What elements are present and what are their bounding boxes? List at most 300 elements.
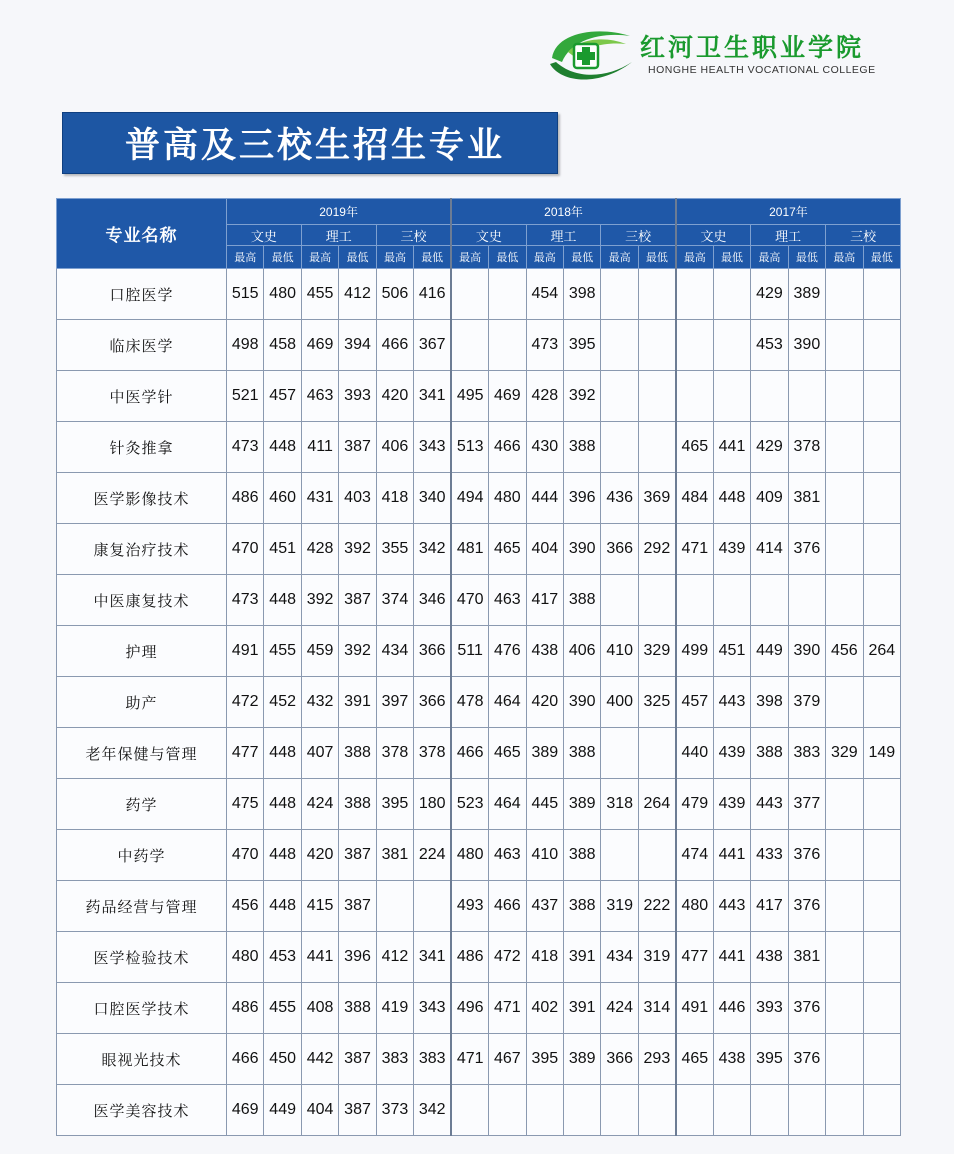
score-cell: 388 xyxy=(564,728,601,779)
score-cell: 264 xyxy=(638,779,675,830)
score-cell: 463 xyxy=(301,371,338,422)
score-cell: 391 xyxy=(564,932,601,983)
table-row xyxy=(57,473,901,524)
category-header: 理工 xyxy=(526,225,601,246)
table-row xyxy=(57,575,901,626)
score-cell: 498 xyxy=(227,320,264,371)
score-cell: 496 xyxy=(451,983,488,1034)
score-cell: 449 xyxy=(264,1085,301,1136)
major-name: 中药学 xyxy=(57,830,227,881)
score-cell: 476 xyxy=(489,626,526,677)
score-cell: 389 xyxy=(788,269,825,320)
highest-score-header: 最高 xyxy=(751,246,788,269)
score-cell: 465 xyxy=(676,1034,713,1085)
table-row xyxy=(57,677,901,728)
score-cell xyxy=(601,422,638,473)
score-cell xyxy=(601,1085,638,1136)
score-cell xyxy=(601,320,638,371)
score-cell: 387 xyxy=(339,830,376,881)
score-cell: 408 xyxy=(301,983,338,1034)
score-cell: 395 xyxy=(751,1034,788,1085)
score-cell: 374 xyxy=(376,575,413,626)
score-cell: 463 xyxy=(489,830,526,881)
score-cell xyxy=(451,320,488,371)
score-cell: 402 xyxy=(526,983,563,1034)
score-cell xyxy=(601,269,638,320)
highest-score-header: 最高 xyxy=(376,246,413,269)
major-name: 临床医学 xyxy=(57,320,227,371)
score-cell: 396 xyxy=(339,932,376,983)
score-cell: 404 xyxy=(301,1085,338,1136)
score-cell: 439 xyxy=(713,728,750,779)
score-cell xyxy=(826,983,863,1034)
year-header: 2018年 xyxy=(451,199,676,225)
score-cell: 448 xyxy=(264,422,301,473)
score-cell: 473 xyxy=(526,320,563,371)
score-cell: 420 xyxy=(526,677,563,728)
score-cell: 388 xyxy=(339,728,376,779)
score-cell: 480 xyxy=(227,932,264,983)
score-cell: 415 xyxy=(301,881,338,932)
score-cell xyxy=(414,881,452,932)
score-cell xyxy=(788,371,825,422)
score-cell xyxy=(826,1085,863,1136)
score-cell xyxy=(863,779,901,830)
year-header: 2017年 xyxy=(676,199,901,225)
score-cell: 376 xyxy=(788,524,825,575)
score-cell: 376 xyxy=(788,1034,825,1085)
score-cell xyxy=(826,830,863,881)
score-cell: 446 xyxy=(713,983,750,1034)
score-cell: 448 xyxy=(264,779,301,830)
score-cell: 378 xyxy=(414,728,452,779)
score-cell: 499 xyxy=(676,626,713,677)
score-cell: 416 xyxy=(414,269,452,320)
major-name: 中医康复技术 xyxy=(57,575,227,626)
score-cell: 454 xyxy=(526,269,563,320)
table-row xyxy=(57,728,901,779)
score-cell: 396 xyxy=(564,473,601,524)
table-row xyxy=(57,626,901,677)
admission-scores-table xyxy=(56,198,901,1136)
highest-score-header: 最高 xyxy=(301,246,338,269)
score-cell xyxy=(713,1085,750,1136)
score-cell: 452 xyxy=(264,677,301,728)
score-cell xyxy=(638,422,675,473)
score-cell: 406 xyxy=(376,422,413,473)
score-cell: 387 xyxy=(339,1034,376,1085)
score-cell: 506 xyxy=(376,269,413,320)
table-row xyxy=(57,269,901,320)
score-cell: 391 xyxy=(339,677,376,728)
score-cell: 366 xyxy=(601,524,638,575)
score-cell: 451 xyxy=(713,626,750,677)
lowest-score-header: 最低 xyxy=(489,246,526,269)
score-cell: 480 xyxy=(451,830,488,881)
score-cell xyxy=(638,575,675,626)
score-cell xyxy=(601,575,638,626)
score-cell: 388 xyxy=(339,983,376,1034)
score-cell: 491 xyxy=(676,983,713,1034)
score-cell xyxy=(638,728,675,779)
year-header: 2019年 xyxy=(227,199,452,225)
score-cell xyxy=(601,830,638,881)
table-row xyxy=(57,779,901,830)
score-cell: 467 xyxy=(489,1034,526,1085)
score-cell: 486 xyxy=(451,932,488,983)
score-cell xyxy=(638,371,675,422)
score-cell: 381 xyxy=(788,473,825,524)
score-cell: 390 xyxy=(564,524,601,575)
score-cell: 441 xyxy=(301,932,338,983)
score-cell: 366 xyxy=(414,626,452,677)
score-cell: 439 xyxy=(713,779,750,830)
score-cell: 410 xyxy=(601,626,638,677)
score-cell xyxy=(863,932,901,983)
score-cell: 464 xyxy=(489,677,526,728)
score-cell: 388 xyxy=(564,422,601,473)
score-cell: 383 xyxy=(376,1034,413,1085)
score-cell: 398 xyxy=(751,677,788,728)
lowest-score-header: 最低 xyxy=(788,246,825,269)
score-cell: 355 xyxy=(376,524,413,575)
major-name: 口腔医学技术 xyxy=(57,983,227,1034)
school-name-en: HONGHE HEALTH VOCATIONAL COLLEGE xyxy=(648,64,876,76)
score-cell: 424 xyxy=(601,983,638,1034)
score-cell: 424 xyxy=(301,779,338,830)
score-cell: 449 xyxy=(751,626,788,677)
score-cell xyxy=(564,1085,601,1136)
score-cell xyxy=(751,371,788,422)
score-cell: 444 xyxy=(526,473,563,524)
score-cell: 466 xyxy=(489,881,526,932)
score-cell: 441 xyxy=(713,932,750,983)
highest-score-header: 最高 xyxy=(676,246,713,269)
score-cell xyxy=(638,269,675,320)
score-cell: 412 xyxy=(376,932,413,983)
score-cell: 455 xyxy=(264,983,301,1034)
score-cell: 453 xyxy=(264,932,301,983)
score-cell: 523 xyxy=(451,779,488,830)
table-row xyxy=(57,371,901,422)
score-cell: 456 xyxy=(227,881,264,932)
score-cell: 430 xyxy=(526,422,563,473)
score-cell: 293 xyxy=(638,1034,675,1085)
score-cell: 441 xyxy=(713,422,750,473)
score-cell: 387 xyxy=(339,1085,376,1136)
score-cell: 437 xyxy=(526,881,563,932)
score-cell: 448 xyxy=(264,830,301,881)
score-cell: 495 xyxy=(451,371,488,422)
score-cell xyxy=(826,932,863,983)
score-cell: 417 xyxy=(751,881,788,932)
score-cell xyxy=(713,269,750,320)
score-cell: 377 xyxy=(788,779,825,830)
score-cell: 475 xyxy=(227,779,264,830)
score-cell: 470 xyxy=(227,524,264,575)
score-cell: 366 xyxy=(601,1034,638,1085)
score-cell xyxy=(676,269,713,320)
score-cell: 388 xyxy=(751,728,788,779)
score-cell: 433 xyxy=(751,830,788,881)
score-cell: 515 xyxy=(227,269,264,320)
score-cell xyxy=(863,524,901,575)
score-cell: 392 xyxy=(301,575,338,626)
score-cell: 383 xyxy=(788,728,825,779)
score-cell: 403 xyxy=(339,473,376,524)
score-cell: 388 xyxy=(564,881,601,932)
major-name: 老年保健与管理 xyxy=(57,728,227,779)
major-name: 眼视光技术 xyxy=(57,1034,227,1085)
score-cell xyxy=(676,371,713,422)
score-cell xyxy=(601,728,638,779)
category-header: 理工 xyxy=(301,225,376,246)
table-row xyxy=(57,830,901,881)
score-cell xyxy=(601,371,638,422)
highest-score-header: 最高 xyxy=(601,246,638,269)
score-cell: 451 xyxy=(264,524,301,575)
score-cell xyxy=(638,320,675,371)
score-cell: 477 xyxy=(227,728,264,779)
score-cell: 474 xyxy=(676,830,713,881)
score-cell: 436 xyxy=(601,473,638,524)
score-cell: 329 xyxy=(638,626,675,677)
score-cell: 419 xyxy=(376,983,413,1034)
table-row xyxy=(57,983,901,1034)
score-cell: 393 xyxy=(339,371,376,422)
score-cell: 472 xyxy=(489,932,526,983)
score-cell xyxy=(863,371,901,422)
score-cell: 388 xyxy=(564,575,601,626)
score-cell xyxy=(638,830,675,881)
table-row xyxy=(57,524,901,575)
score-cell: 471 xyxy=(451,1034,488,1085)
score-cell: 493 xyxy=(451,881,488,932)
category-header: 文史 xyxy=(451,225,526,246)
score-cell: 471 xyxy=(676,524,713,575)
score-cell: 388 xyxy=(564,830,601,881)
score-cell: 450 xyxy=(264,1034,301,1085)
score-cell: 222 xyxy=(638,881,675,932)
score-cell: 373 xyxy=(376,1085,413,1136)
score-cell: 429 xyxy=(751,269,788,320)
score-cell xyxy=(863,677,901,728)
score-cell: 410 xyxy=(526,830,563,881)
score-cell: 329 xyxy=(826,728,863,779)
score-cell: 376 xyxy=(788,881,825,932)
score-cell: 343 xyxy=(414,983,452,1034)
score-cell: 469 xyxy=(227,1085,264,1136)
score-cell xyxy=(826,677,863,728)
score-cell: 465 xyxy=(676,422,713,473)
score-cell xyxy=(863,422,901,473)
score-cell xyxy=(788,1085,825,1136)
score-cell: 466 xyxy=(376,320,413,371)
green-cross-logo-icon xyxy=(546,22,636,86)
score-cell xyxy=(826,779,863,830)
score-cell: 404 xyxy=(526,524,563,575)
score-cell: 376 xyxy=(788,830,825,881)
score-cell: 442 xyxy=(301,1034,338,1085)
lowest-score-header: 最低 xyxy=(564,246,601,269)
score-cell: 180 xyxy=(414,779,452,830)
score-cell: 395 xyxy=(376,779,413,830)
highest-score-header: 最高 xyxy=(826,246,863,269)
page-title-banner xyxy=(62,112,558,174)
score-cell: 448 xyxy=(264,881,301,932)
score-cell: 319 xyxy=(601,881,638,932)
lowest-score-header: 最低 xyxy=(863,246,901,269)
score-cell: 325 xyxy=(638,677,675,728)
table-row xyxy=(57,320,901,371)
score-cell: 417 xyxy=(526,575,563,626)
score-cell xyxy=(826,422,863,473)
score-cell: 459 xyxy=(301,626,338,677)
lowest-score-header: 最低 xyxy=(264,246,301,269)
score-cell: 429 xyxy=(751,422,788,473)
score-cell: 486 xyxy=(227,473,264,524)
score-cell: 455 xyxy=(301,269,338,320)
score-cell: 438 xyxy=(526,626,563,677)
score-cell xyxy=(863,830,901,881)
score-cell: 379 xyxy=(788,677,825,728)
score-cell: 420 xyxy=(301,830,338,881)
score-cell: 389 xyxy=(564,779,601,830)
table-row xyxy=(57,881,901,932)
score-cell: 418 xyxy=(376,473,413,524)
score-cell: 388 xyxy=(339,779,376,830)
highest-score-header: 最高 xyxy=(451,246,488,269)
score-cell: 378 xyxy=(788,422,825,473)
score-cell: 443 xyxy=(751,779,788,830)
score-cell: 473 xyxy=(227,422,264,473)
lowest-score-header: 最低 xyxy=(414,246,452,269)
score-cell: 342 xyxy=(414,1085,452,1136)
score-cell: 457 xyxy=(264,371,301,422)
score-cell xyxy=(863,320,901,371)
score-cell: 439 xyxy=(713,524,750,575)
score-cell: 414 xyxy=(751,524,788,575)
score-cell: 440 xyxy=(676,728,713,779)
score-cell: 395 xyxy=(564,320,601,371)
score-cell: 513 xyxy=(451,422,488,473)
score-cell: 149 xyxy=(863,728,901,779)
lowest-score-header: 最低 xyxy=(339,246,376,269)
score-cell: 480 xyxy=(676,881,713,932)
score-cell: 387 xyxy=(339,575,376,626)
score-cell xyxy=(826,575,863,626)
score-cell: 479 xyxy=(676,779,713,830)
score-cell: 448 xyxy=(264,728,301,779)
highest-score-header: 最高 xyxy=(227,246,264,269)
score-cell: 470 xyxy=(227,830,264,881)
score-cell: 428 xyxy=(526,371,563,422)
score-cell: 390 xyxy=(564,677,601,728)
score-cell: 466 xyxy=(227,1034,264,1085)
major-name: 医学影像技术 xyxy=(57,473,227,524)
score-cell: 434 xyxy=(376,626,413,677)
score-cell xyxy=(713,575,750,626)
score-cell: 472 xyxy=(227,677,264,728)
category-header: 理工 xyxy=(751,225,826,246)
score-cell: 465 xyxy=(489,524,526,575)
score-cell xyxy=(376,881,413,932)
score-cell: 395 xyxy=(526,1034,563,1085)
score-cell: 494 xyxy=(451,473,488,524)
score-cell xyxy=(788,575,825,626)
score-cell: 393 xyxy=(751,983,788,1034)
score-cell xyxy=(489,269,526,320)
major-name: 药品经营与管理 xyxy=(57,881,227,932)
table-row xyxy=(57,932,901,983)
score-cell: 428 xyxy=(301,524,338,575)
score-cell xyxy=(863,269,901,320)
score-cell: 471 xyxy=(489,983,526,1034)
score-cell: 381 xyxy=(376,830,413,881)
score-cell: 346 xyxy=(414,575,452,626)
major-name: 药学 xyxy=(57,779,227,830)
score-cell: 392 xyxy=(339,626,376,677)
major-name: 护理 xyxy=(57,626,227,677)
score-cell: 463 xyxy=(489,575,526,626)
score-cell: 390 xyxy=(788,320,825,371)
score-cell xyxy=(713,320,750,371)
score-cell: 448 xyxy=(264,575,301,626)
score-cell: 314 xyxy=(638,983,675,1034)
score-cell: 340 xyxy=(414,473,452,524)
score-cell: 394 xyxy=(339,320,376,371)
score-cell: 342 xyxy=(414,524,452,575)
score-cell: 521 xyxy=(227,371,264,422)
score-cell: 389 xyxy=(526,728,563,779)
score-cell: 400 xyxy=(601,677,638,728)
score-cell: 486 xyxy=(227,983,264,1034)
score-cell: 264 xyxy=(863,626,901,677)
score-cell: 470 xyxy=(451,575,488,626)
score-cell: 460 xyxy=(264,473,301,524)
score-cell: 455 xyxy=(264,626,301,677)
table-row xyxy=(57,1085,901,1136)
score-cell: 367 xyxy=(414,320,452,371)
score-cell: 443 xyxy=(713,881,750,932)
score-cell xyxy=(826,881,863,932)
score-cell xyxy=(863,881,901,932)
score-cell: 341 xyxy=(414,371,452,422)
score-cell: 412 xyxy=(339,269,376,320)
score-cell: 443 xyxy=(713,677,750,728)
score-cell: 458 xyxy=(264,320,301,371)
lowest-score-header: 最低 xyxy=(638,246,675,269)
score-cell: 438 xyxy=(751,932,788,983)
page-title: 普高及三校生招生专业 xyxy=(125,126,506,166)
score-cell: 391 xyxy=(564,983,601,1034)
lowest-score-header: 最低 xyxy=(713,246,750,269)
score-cell: 398 xyxy=(564,269,601,320)
score-cell: 473 xyxy=(227,575,264,626)
score-cell xyxy=(676,320,713,371)
table-row xyxy=(57,422,901,473)
score-cell: 406 xyxy=(564,626,601,677)
score-cell: 441 xyxy=(713,830,750,881)
table-row xyxy=(57,1034,901,1085)
score-cell: 438 xyxy=(713,1034,750,1085)
score-cell xyxy=(751,575,788,626)
score-cell xyxy=(751,1085,788,1136)
score-cell: 464 xyxy=(489,779,526,830)
score-cell: 387 xyxy=(339,422,376,473)
score-cell: 478 xyxy=(451,677,488,728)
category-header: 三校 xyxy=(376,225,451,246)
